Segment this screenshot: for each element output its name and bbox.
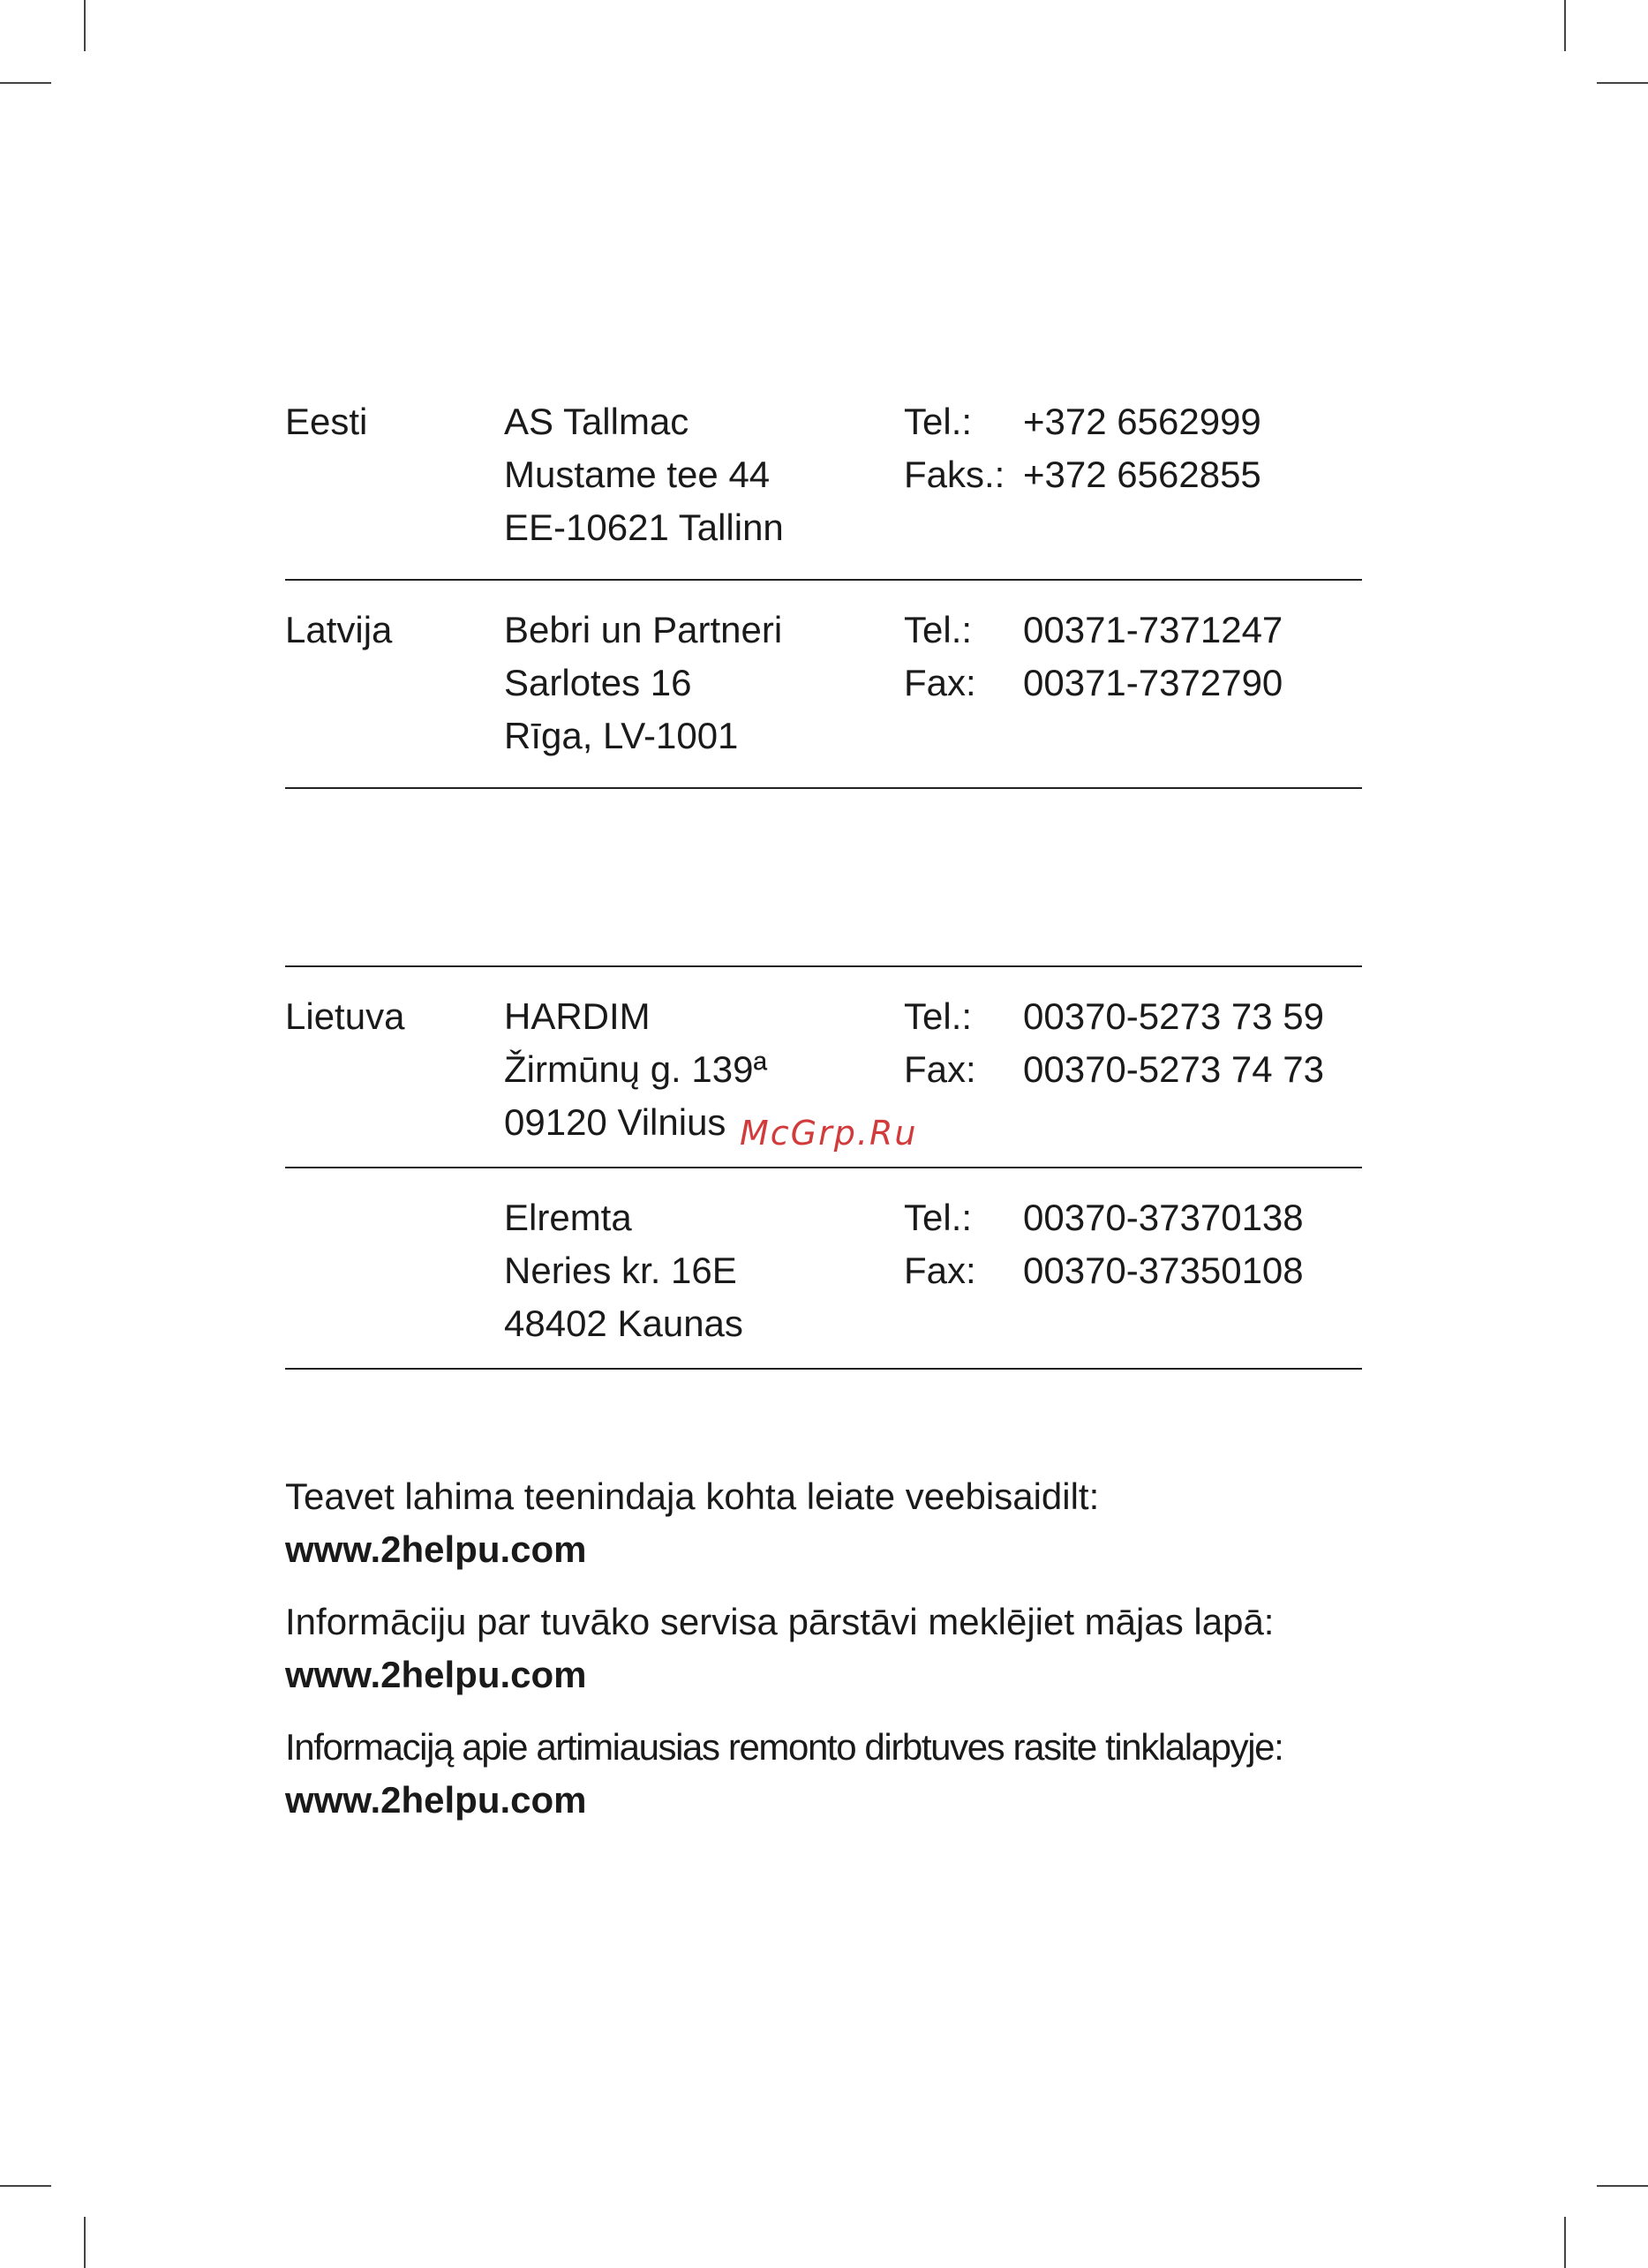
country-name: Latvija bbox=[285, 609, 393, 650]
fax-number: 00370-37350108 bbox=[1023, 1250, 1304, 1291]
country-name: Lietuva bbox=[285, 995, 405, 1037]
country-name bbox=[285, 1191, 504, 1244]
fax-number: 00371-7372790 bbox=[1023, 662, 1283, 703]
phone-label: Tel.: bbox=[904, 995, 973, 1037]
crop-mark bbox=[84, 2217, 86, 2268]
street-address: Mustame tee 44 bbox=[504, 454, 771, 495]
company-name: Elremta bbox=[504, 1197, 632, 1238]
website-link[interactable]: www.2helpu.com bbox=[285, 1779, 587, 1821]
street-address: Žirmūnų g. 139ª bbox=[504, 1048, 768, 1090]
website-link[interactable]: www.2helpu.com bbox=[285, 1654, 587, 1695]
crop-mark bbox=[1564, 0, 1566, 51]
company-name: HARDIM bbox=[504, 995, 651, 1037]
crop-mark bbox=[0, 82, 51, 84]
info-paragraph-estonian bbox=[285, 1470, 1380, 1576]
street-address: Neries kr. 16E bbox=[504, 1250, 737, 1291]
country-name: Eesti bbox=[285, 401, 368, 442]
crop-mark bbox=[1564, 2217, 1566, 2268]
street-address: Sarlotes 16 bbox=[504, 662, 692, 703]
crop-mark bbox=[0, 2185, 51, 2187]
info-text: Teavet lahima teenindaja kohta leiate veebisaidilt: bbox=[285, 1476, 1100, 1517]
phone-number: 00371-7371247 bbox=[1023, 609, 1283, 650]
fax-number: 00370-5273 74 73 bbox=[1023, 1048, 1324, 1090]
city-address: 09120 Vilnius bbox=[504, 1101, 726, 1143]
info-text: Informāciju par tuvāko servisa pārstāvi meklējiet mājas lapā: bbox=[285, 1601, 1275, 1642]
watermark: McGrp.Ru bbox=[740, 1114, 918, 1153]
phone-number: 00370-37370138 bbox=[1023, 1197, 1304, 1238]
fax-label: Faks.: bbox=[904, 454, 1005, 495]
company-name: Bebri un Partneri bbox=[504, 609, 783, 650]
contact-entry-eesti bbox=[285, 395, 1362, 581]
crop-mark bbox=[1597, 82, 1648, 84]
info-text: Informaciją apie artimiausias remonto dirbtuves rasite tinklalapyje: bbox=[285, 1726, 1283, 1768]
phone-label: Tel.: bbox=[904, 609, 973, 650]
crop-mark bbox=[84, 0, 86, 51]
city-address: Rīga, LV-1001 bbox=[504, 715, 739, 756]
contact-entry-latvija bbox=[285, 581, 1362, 789]
info-paragraph-lithuanian bbox=[285, 1721, 1380, 1827]
info-paragraph-latvian bbox=[285, 1596, 1380, 1701]
service-info bbox=[285, 1470, 1380, 1846]
phone-label: Tel.: bbox=[904, 401, 973, 442]
phone-label: Tel.: bbox=[904, 1197, 973, 1238]
city-address: EE-10621 Tallinn bbox=[504, 507, 784, 548]
fax-label: Fax: bbox=[904, 1048, 976, 1090]
fax-label: Fax: bbox=[904, 662, 976, 703]
city-address: 48402 Kaunas bbox=[504, 1303, 743, 1344]
crop-mark bbox=[1597, 2185, 1648, 2187]
contact-entry-kaunas bbox=[285, 1168, 1362, 1370]
phone-number: +372 6562999 bbox=[1023, 401, 1261, 442]
contact-table bbox=[285, 395, 1362, 1370]
phone-number: 00370-5273 73 59 bbox=[1023, 995, 1324, 1037]
fax-number: +372 6562855 bbox=[1023, 454, 1261, 495]
website-link[interactable]: www.2helpu.com bbox=[285, 1528, 587, 1570]
company-name: AS Tallmac bbox=[504, 401, 689, 442]
fax-label: Fax: bbox=[904, 1250, 976, 1291]
